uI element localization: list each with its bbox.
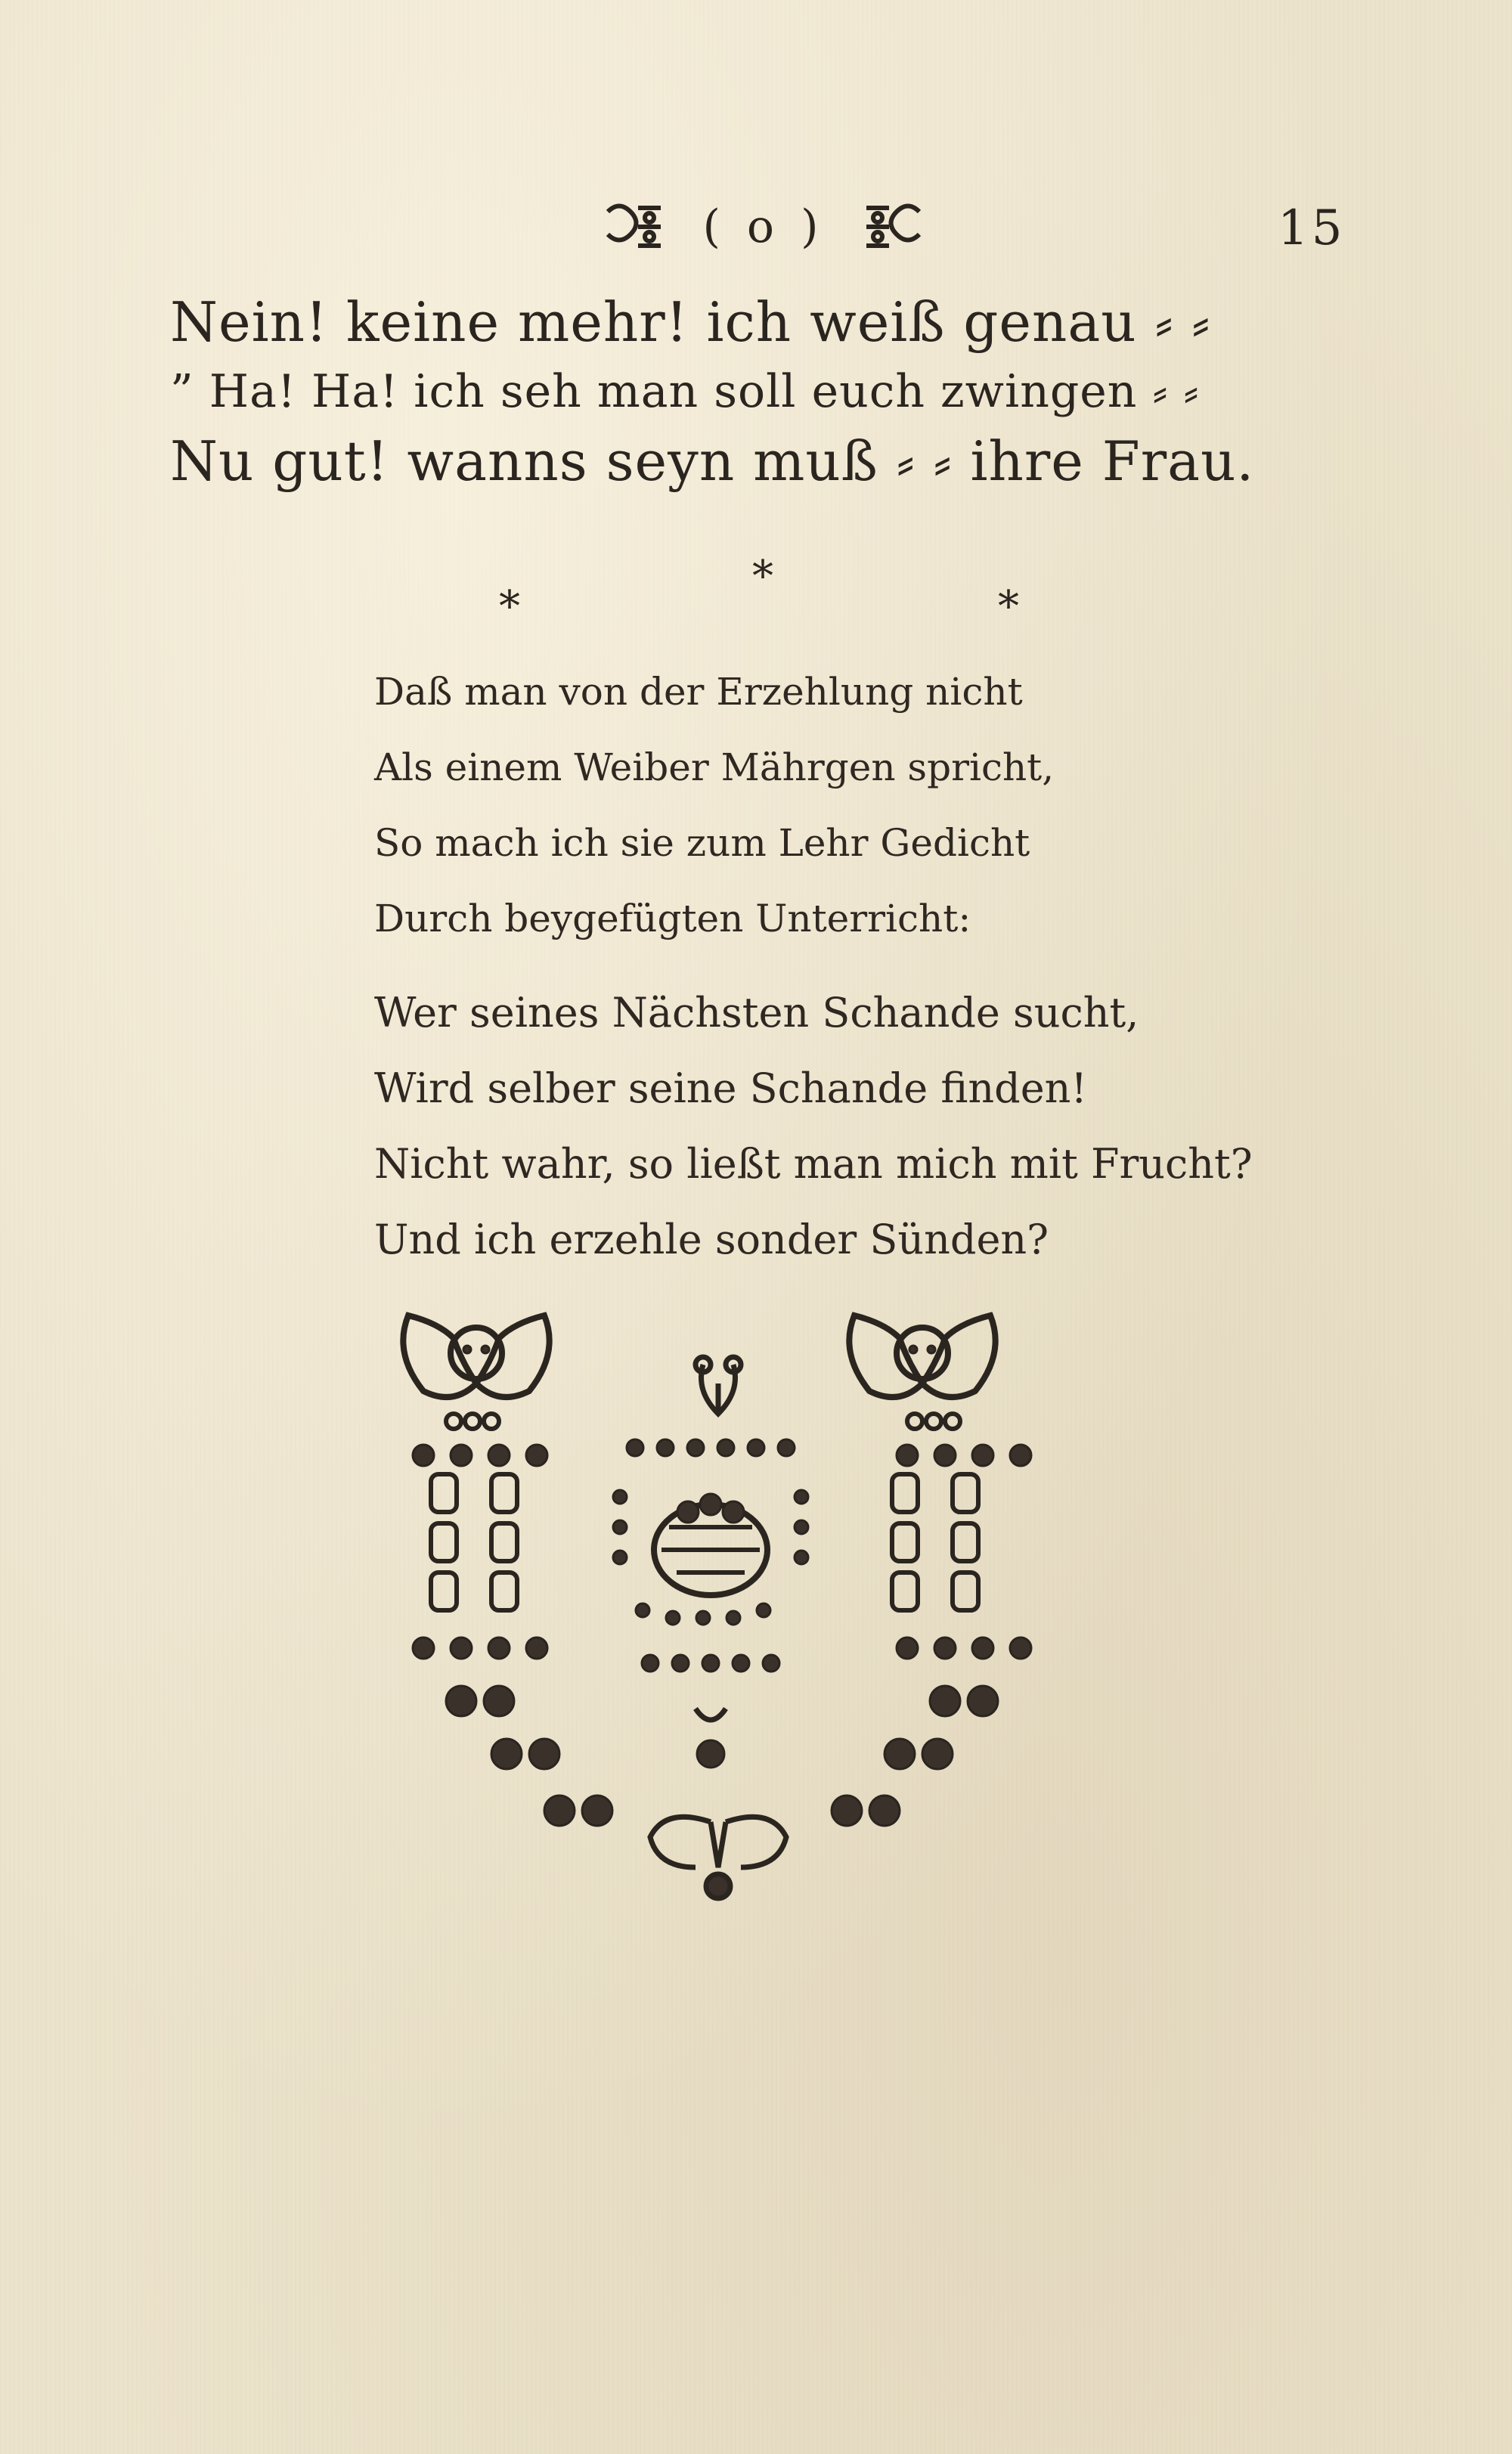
asterism — [484, 552, 1043, 631]
stanza-line: Durch beygefügten Unterricht: — [374, 897, 971, 940]
stanza-line: Als einem Weiber Mährgen spricht, — [374, 745, 1055, 789]
right-cherub-icon — [849, 1315, 995, 1397]
stanza-line: Daß man von der Erzehlung nicht — [374, 670, 1023, 714]
right-chain-columns — [892, 1414, 978, 1610]
right-header-ornament — [855, 197, 931, 257]
tailpiece-vignette — [378, 1293, 1074, 1943]
verse-line: ” Ha! Ha! ich seh man soll euch zwingen ⸗ ⸗ — [170, 365, 1200, 418]
asterism-star: * — [752, 552, 773, 601]
stanza-moral-intro — [374, 654, 1281, 956]
verse-line: Nein! keine mehr! ich weiß genau ⸗ ⸗ — [170, 290, 1211, 354]
stanza-line: Nicht wahr, so ließt man mich mit Frucht? — [374, 1140, 1253, 1188]
asterism-star: * — [499, 582, 520, 631]
stanza-line: So mach ich sie zum Lehr Gedicht — [374, 821, 1030, 865]
basket-icon — [654, 1494, 767, 1595]
left-cherub-icon — [403, 1315, 549, 1397]
stanza-line: Wer seines Nächsten Schande sucht, — [374, 989, 1139, 1036]
left-header-ornament — [596, 197, 672, 257]
page-header — [559, 193, 968, 261]
stanza-line: Wird selber seine Schande finden! — [374, 1064, 1088, 1112]
page-number: 15 — [1278, 200, 1346, 256]
stanza-line: Und ich erzehle sonder Sünden? — [374, 1216, 1049, 1263]
verse-line: Nu gut! wanns seyn muß ⸗ ⸗ ihre Frau. — [170, 429, 1255, 493]
left-chain-columns — [431, 1414, 517, 1610]
signature-mark: ( o ) — [702, 200, 825, 253]
verse-top — [170, 287, 1255, 496]
asterism-star: * — [998, 582, 1019, 631]
bottom-flourish-icon — [650, 1817, 786, 1898]
stanza-moral — [374, 975, 1281, 1278]
center-sprig-icon — [696, 1357, 741, 1414]
descending-flowers — [446, 1686, 998, 1826]
